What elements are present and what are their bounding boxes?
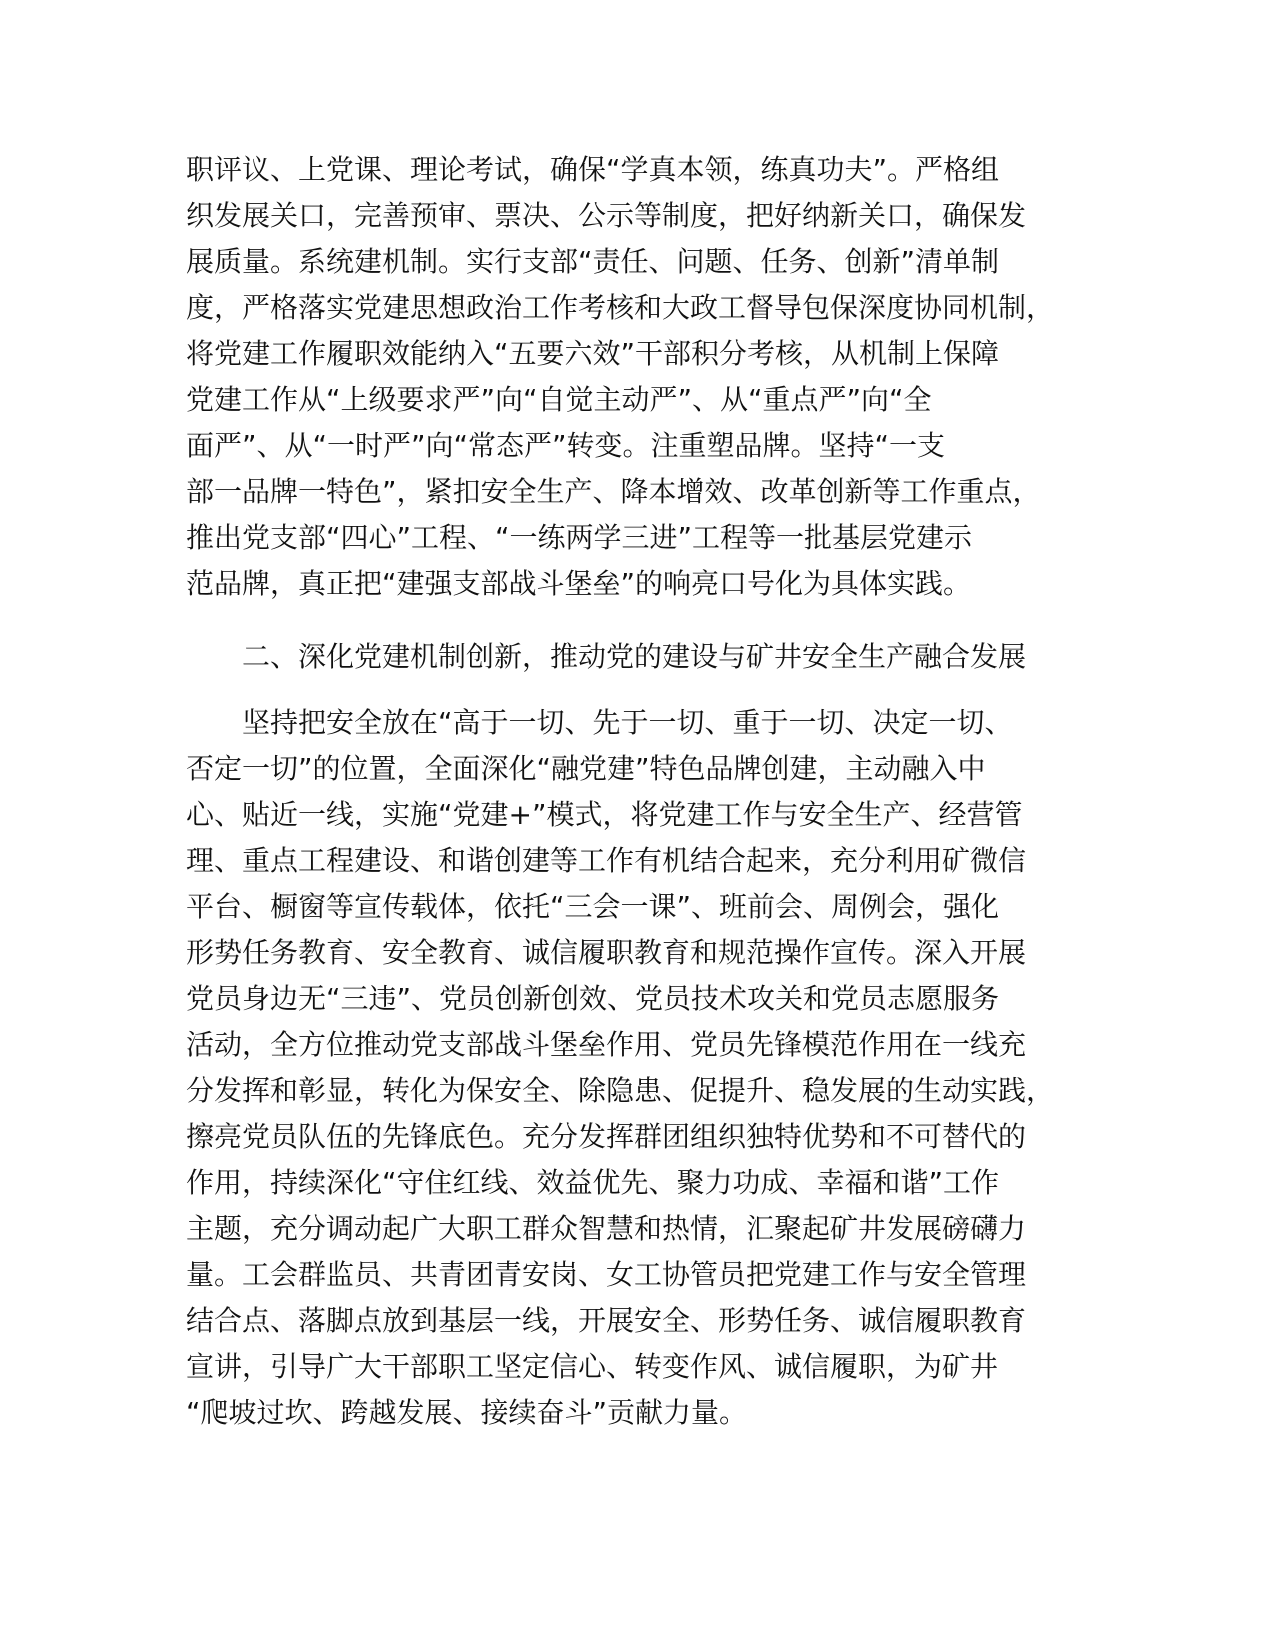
text-line: 分发挥和彰显，转化为保安全、除隐患、促提升、稳发展的生动实践， <box>186 1074 1055 1107</box>
text-line: 范品牌，真正把“建强支部战斗堡垒”的响亮口号化为具体实践。 <box>186 567 972 600</box>
section-heading <box>186 634 1086 680</box>
text-line: 织发展关口，完善预审、票决、公示等制度，把好纳新关口，确保发 <box>186 199 1027 232</box>
text-line: 否定一切”的位置，全面深化“融党建”特色品牌创建，主动融入中 <box>186 752 986 785</box>
text-line: 理、重点工程建设、和谐创建等工作有机结合起来，充分利用矿微信 <box>186 844 1027 877</box>
paragraph-party-building-continued <box>186 147 1086 607</box>
text-line: 平台、橱窗等宣传载体，依托“三会一课”、班前会、周例会，强化 <box>186 890 1000 923</box>
text-line: 部一品牌一特色”，紧扣安全生产、降本增效、改革创新等工作重点， <box>186 475 1041 508</box>
text-line: 形势任务教育、安全教育、诚信履职教育和规范操作宣传。深入开展 <box>186 936 1027 969</box>
text-line: “爬坡过坎、跨越发展、接续奋斗”贡献力量。 <box>186 1396 748 1429</box>
text-line: 擦亮党员队伍的先锋底色。充分发挥群团组织独特优势和不可替代的 <box>186 1120 1027 1153</box>
text-line: 坚持把安全放在“高于一切、先于一切、重于一切、决定一切、 <box>242 706 1013 739</box>
text-line: 宣讲，引导广大干部职工坚定信心、转变作风、诚信履职，为矿井 <box>186 1350 999 1383</box>
paragraph-safety-integration <box>186 700 1086 1436</box>
text-line: 展质量。系统建机制。实行支部“责任、问题、任务、创新”清单制 <box>186 245 1000 278</box>
section-heading-text: 二、深化党建机制创新，推动党的建设与矿井安全生产融合发展 <box>242 640 1027 673</box>
text-line: 作用，持续深化“守住红线、效益优先、聚力功成、幸福和谐”工作 <box>186 1166 1000 1199</box>
text-line: 党员身边无“三违”、党员创新创效、党员技术攻关和党员志愿服务 <box>186 982 1000 1015</box>
text-line: 活动，全方位推动党支部战斗堡垒作用、党员先锋模范作用在一线充 <box>186 1028 1027 1061</box>
text-line: 主题，充分调动起广大职工群众智慧和热情，汇聚起矿井发展磅礴力 <box>186 1212 1027 1245</box>
text-line: 将党建工作履职效能纳入“五要六效”干部积分考核，从机制上保障 <box>186 337 1000 370</box>
text-line: 面严”、从“一时严”向“常态严”转变。注重塑品牌。坚持“一支 <box>186 429 946 462</box>
text-line: 量。工会群监员、共青团青安岗、女工协管员把党建工作与安全管理 <box>186 1258 1027 1291</box>
text-line: 职评议、上党课、理论考试，确保“学真本领，练真功夫”。严格组 <box>186 153 1000 186</box>
text-line: 度，严格落实党建思想政治工作考核和大政工督导包保深度协同机制， <box>186 291 1055 324</box>
text-line: 结合点、落脚点放到基层一线，开展安全、形势任务、诚信履职教育 <box>186 1304 1027 1337</box>
text-line: 推出党支部“四心”工程、“一练两学三进”工程等一批基层党建示 <box>186 521 973 554</box>
text-line: 心、贴近一线，实施“党建+”模式，将党建工作与安全生产、经营管 <box>186 798 1023 831</box>
text-line: 党建工作从“上级要求严”向“自觉主动严”、从“重点严”向“全 <box>186 383 932 416</box>
